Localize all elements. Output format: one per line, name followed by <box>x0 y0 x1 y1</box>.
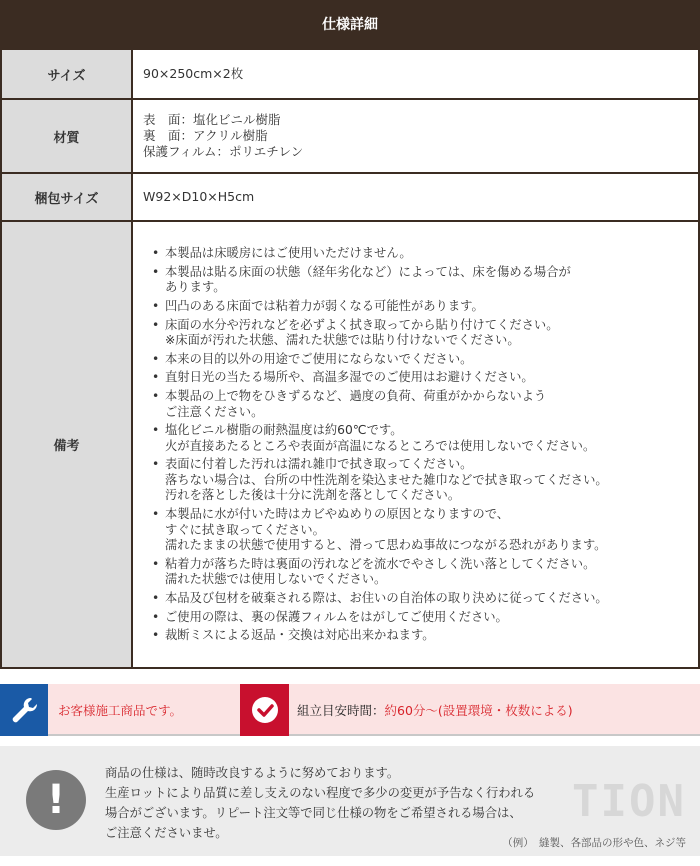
notes-item-line: 塩化ビニル樹脂の耐熱温度は約60℃です。 <box>165 423 403 438</box>
notes-item <box>143 352 688 368</box>
bullet-icon: • <box>152 591 160 606</box>
notes-item-line: 裁断ミスによる返品・交換は対応出来かねます。 <box>165 628 435 643</box>
exclamation-icon: ! <box>26 770 86 830</box>
material-line: 表 面：塩化ビニル樹脂 <box>143 112 281 127</box>
size-value: 90×250cm×2枚 <box>143 66 244 81</box>
notes-item-line: 汚れを落とした後は十分に洗剤を落としてください。 <box>165 488 461 503</box>
assembly-time-value: 約60分～(設置環境・枚数による) <box>384 703 573 718</box>
notes-item-line: 火が直接あたるところや表面が高温になるところでは使用しないでください。 <box>165 438 596 453</box>
notes-item-line: 凹凸のある床面では粘着力が弱くなる可能性があります。 <box>165 298 484 313</box>
bullet-icon: • <box>152 609 160 624</box>
caution-text <box>105 763 535 843</box>
notes-item <box>143 610 688 626</box>
package-size-value: W92×D10×H5cm <box>143 189 255 204</box>
notes-item-line: 本製品は貼る床面の状態（経年劣化など）によっては、床を傷める場合が <box>165 264 571 279</box>
caution-watermark: TION <box>572 776 686 827</box>
size-label: サイズ <box>2 50 133 98</box>
notes-item <box>143 557 688 588</box>
spec-row-material <box>2 98 698 172</box>
notes-item-line: 粘着力が落ちた時は裏面の汚れなどを流水でやさしく洗い落としてください。 <box>165 556 596 571</box>
info-band <box>0 684 700 736</box>
notes-item <box>143 423 688 454</box>
bullet-icon: • <box>152 370 160 385</box>
notes-item-line: ご使用の際は、裏の保護フィルムをはがしてご使用ください。 <box>165 609 508 624</box>
notes-item-line: 落ちない場合は、台所の中性洗剤を染込ませた雑巾などで拭き取ってください。 <box>165 472 608 487</box>
bullet-icon: • <box>152 457 160 472</box>
bullet-icon: • <box>152 351 160 366</box>
notes-item-line: 濡れたままの状態で使用すると、滑って思わぬ事故につながる恐れがあります。 <box>165 538 607 553</box>
notes-item <box>143 265 688 296</box>
assembly-time-text <box>297 684 573 736</box>
install-badge-text: お客様施工商品です。 <box>58 703 183 718</box>
material-label: 材質 <box>2 100 133 172</box>
notes-item-line: ご注意ください。 <box>165 404 264 419</box>
install-badge <box>0 684 243 736</box>
notes-item-line: 本品及び包材を破棄される際は、お住いの自治体の取り決めに従ってください。 <box>165 591 608 606</box>
material-value <box>133 100 698 172</box>
bullet-icon: • <box>152 556 160 571</box>
notes-item <box>143 318 688 349</box>
notes-item <box>143 246 688 262</box>
notes-item <box>143 507 688 554</box>
assembly-time-badge <box>240 684 700 736</box>
bullet-icon: • <box>152 388 160 403</box>
spec-row-size <box>2 48 698 98</box>
notes-item-line: 床面の水分や汚れなどを必ずよく拭き取ってから貼り付けてください。 <box>165 317 559 332</box>
caution-line: ご注意くださいませ。 <box>105 826 228 840</box>
assembly-time-label: 組立目安時間： <box>297 703 385 718</box>
notes-item <box>143 370 688 386</box>
notes-item <box>143 628 688 644</box>
caution-box <box>0 746 700 856</box>
notes-label: 備考 <box>2 222 133 667</box>
notes-item-line: ※床面が汚れた状態、濡れた状態では貼り付けないでください。 <box>165 333 520 348</box>
wrench-icon <box>0 684 48 736</box>
notes-list <box>143 242 688 647</box>
spec-row-notes <box>2 220 698 667</box>
notes-item-line: すぐに拭き取ってください。 <box>165 522 325 537</box>
bullet-icon: • <box>152 264 160 279</box>
bullet-icon: • <box>152 628 160 643</box>
material-line: 保護フィルム：ポリエチレン <box>143 144 304 159</box>
notes-item-line: 濡れた状態では使用しないでください。 <box>165 572 387 587</box>
caution-line: 商品の仕様は、随時改良するように努めております。 <box>105 766 400 780</box>
bullet-icon: • <box>152 246 160 261</box>
notes-item <box>143 299 688 315</box>
bullet-icon: • <box>152 423 160 438</box>
notes-item-line: あります。 <box>165 280 226 295</box>
notes-item <box>143 389 688 420</box>
caution-example: （例） 縫製、各部品の形や色、ネジ等 <box>502 837 686 849</box>
bullet-icon: • <box>152 507 160 522</box>
spec-title: 仕様詳細 <box>2 0 698 48</box>
notes-item <box>143 591 688 607</box>
bullet-icon: • <box>152 298 160 313</box>
notes-item-line: 本製品の上で物をひきずるなど、過度の負荷、荷重がかからないよう <box>165 388 547 403</box>
notes-item-line: 本来の目的以外の用途でご使用にならないでください。 <box>165 351 473 366</box>
notes-item-line: 表面に付着した汚れは濡れ雑巾で拭き取ってください。 <box>165 457 473 472</box>
package-size-label: 梱包サイズ <box>2 174 133 220</box>
material-line: 裏 面：アクリル樹脂 <box>143 128 268 143</box>
notes-value <box>133 222 698 667</box>
caution-line: 生産ロットにより品質に差し支えのない程度で多少の変更が予告なく行われる <box>105 786 536 800</box>
bullet-icon: • <box>152 317 160 332</box>
clock-icon <box>240 684 289 736</box>
spec-row-package-size <box>2 172 698 220</box>
notes-item-line: 直射日光の当たる場所や、高温多湿でのご使用はお避けください。 <box>165 370 534 385</box>
notes-item-line: 本製品は床暖房にはご使用いただけません。 <box>165 246 412 261</box>
notes-item-line: 本製品に水が付いた時はカビやぬめりの原因となりますので、 <box>165 507 510 522</box>
caution-line: 場合がございます。リピート注文等で同じ仕様の物をご希望される場合は、 <box>105 806 522 820</box>
notes-item <box>143 457 688 504</box>
